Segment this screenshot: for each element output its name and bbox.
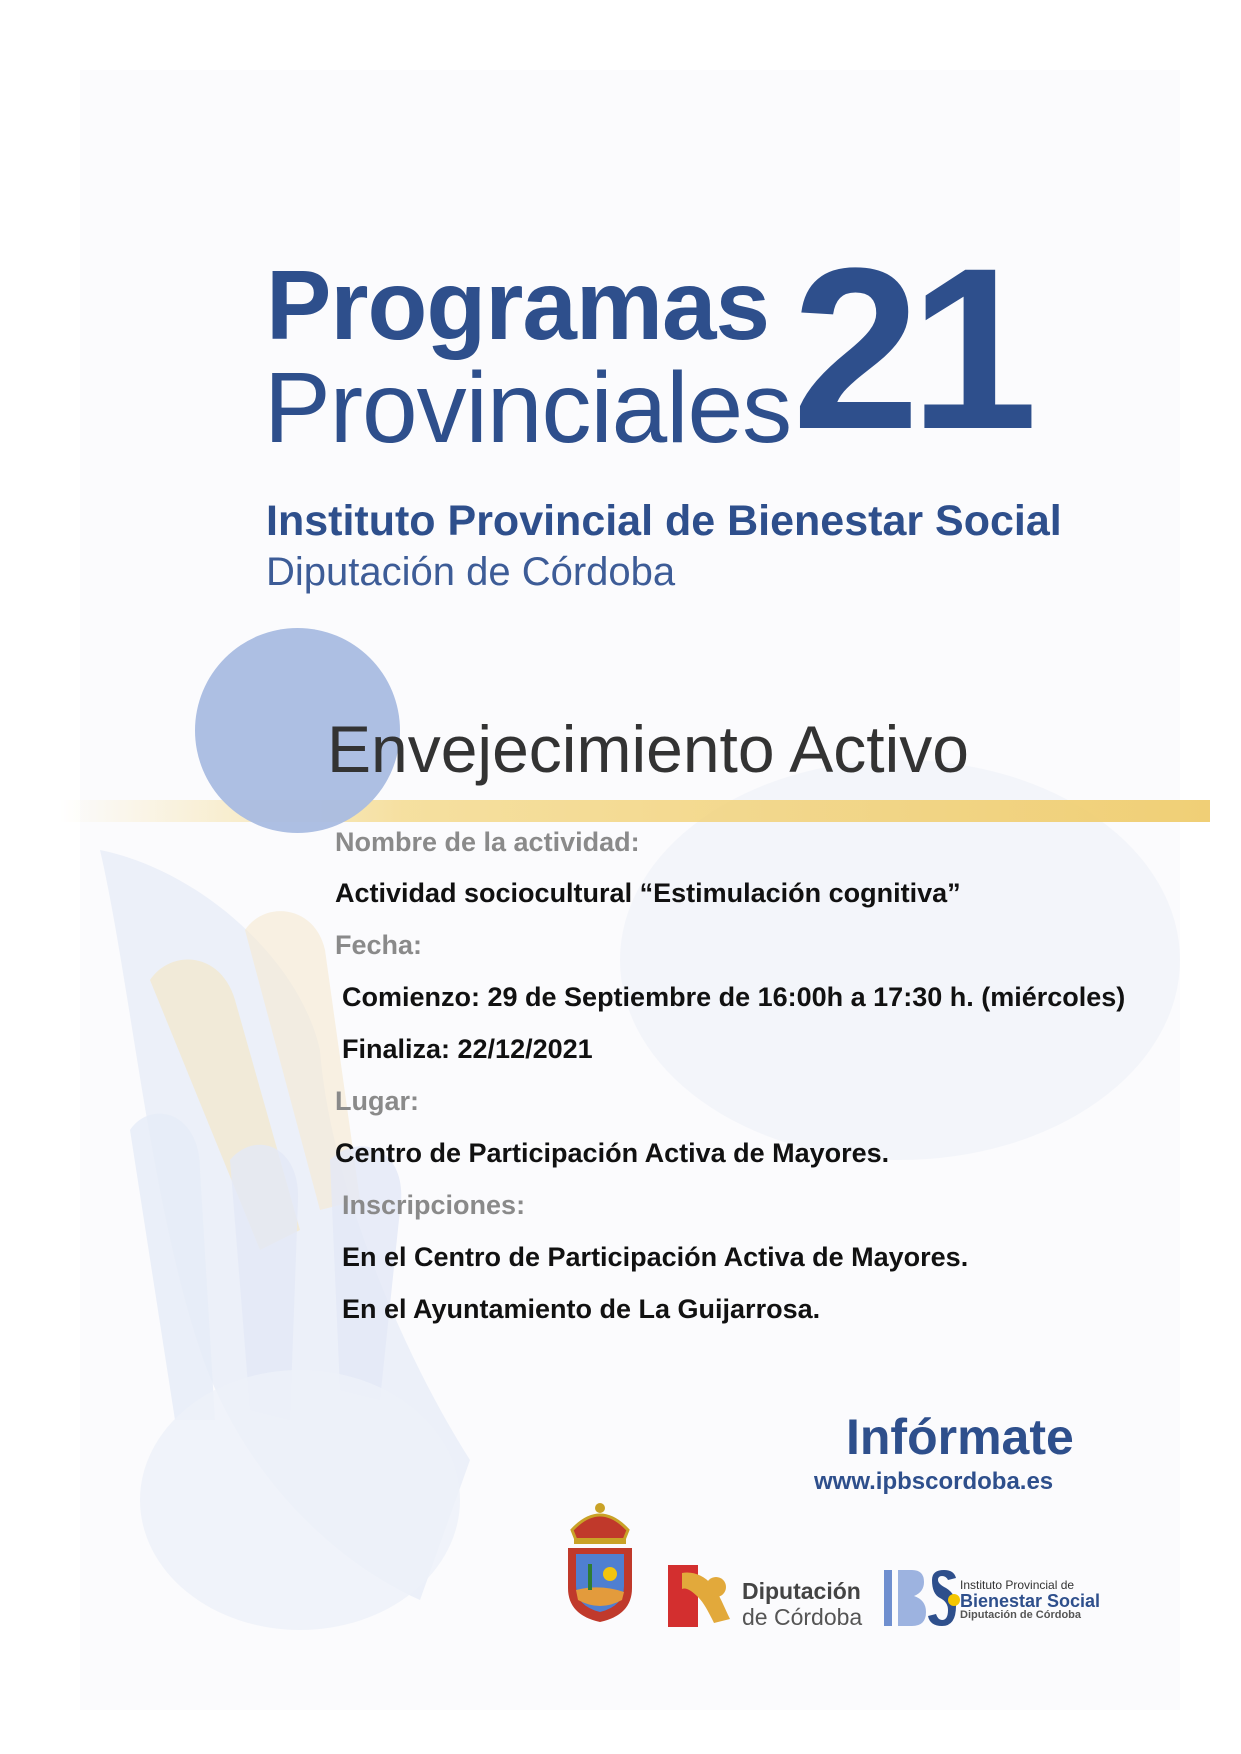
- diputacion-logo-icon: [668, 1565, 740, 1627]
- ibs-logo-icon: [882, 1566, 960, 1630]
- date-start: Comienzo: 29 de Septiembre de 16:00h a 17:30 h. (miércoles): [342, 982, 1126, 1012]
- program-number: 21: [792, 220, 1028, 477]
- program-title-line2: Provinciales: [264, 352, 792, 464]
- activity-label: Nombre de la actividad:: [335, 827, 640, 857]
- date-end: Finaliza: 22/12/2021: [342, 1034, 593, 1064]
- program-title-line1: Programas: [266, 250, 770, 360]
- diputacion-line2: de Córdoba: [742, 1604, 863, 1630]
- informate-heading: Infórmate: [846, 1409, 1074, 1465]
- ibs-line3: Diputación de Córdoba: [960, 1609, 1081, 1622]
- town-coat-of-arms-icon: [560, 1500, 640, 1625]
- place-value: Centro de Participación Activa de Mayores.: [335, 1138, 890, 1168]
- ibs-line1: Instituto Provincial de: [960, 1578, 1075, 1592]
- ibs-line2: Bienestar Social: [960, 1590, 1101, 1611]
- place-label: Lugar:: [335, 1086, 419, 1116]
- signup-location-2: En el Ayuntamiento de La Guijarrosa.: [342, 1294, 821, 1324]
- website-link[interactable]: www.ipbscordoba.es: [814, 1468, 1054, 1495]
- activity-value: Actividad sociocultural “Estimulación cognitiva”: [335, 878, 961, 908]
- institute-name: Instituto Provincial de Bienestar Social: [266, 497, 1062, 545]
- signup-location-1: En el Centro de Participación Activa de Mayores.: [342, 1242, 969, 1272]
- diputacion-logo-text: [742, 1580, 862, 1629]
- section-title: Envejecimiento Activo: [327, 712, 969, 786]
- diputacion-line1: Diputación: [742, 1578, 861, 1604]
- signup-label: Inscripciones:: [342, 1190, 526, 1220]
- ibs-logo-text: [960, 1579, 1100, 1622]
- date-label: Fecha:: [335, 930, 423, 960]
- institute-subtitle: Diputación de Córdoba: [266, 550, 676, 594]
